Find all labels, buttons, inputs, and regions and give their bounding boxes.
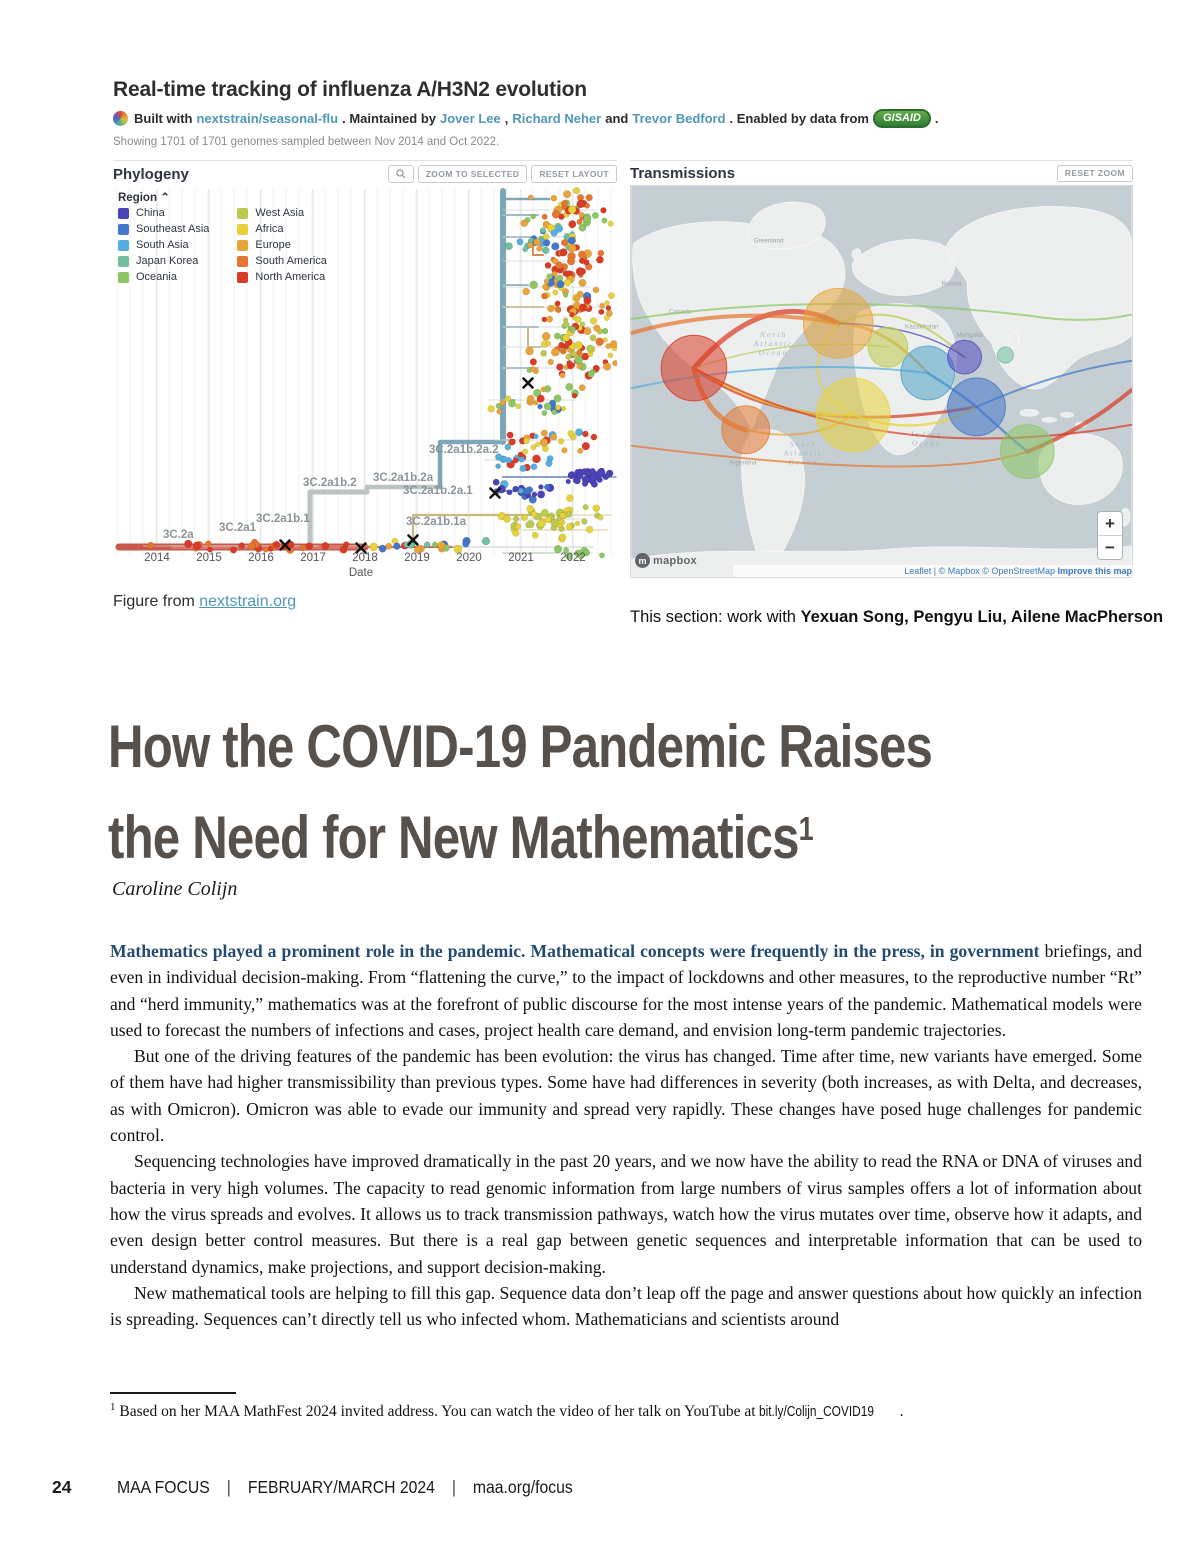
- svg-text:3C.2a1b.2a.1: 3C.2a1b.2a.1: [403, 485, 473, 497]
- footer-separator: |: [227, 1477, 232, 1497]
- reset-zoom-button[interactable]: RESET ZOOM: [1057, 165, 1133, 182]
- svg-text:NorthAtlanticOcean: North Atlantic Ocean: [753, 330, 794, 358]
- svg-text:Russia: Russia: [941, 280, 962, 288]
- article-body: [110, 938, 1142, 1332]
- svg-text:2019: 2019: [404, 552, 430, 564]
- footer-site[interactable]: maa.org/focus: [473, 1477, 574, 1497]
- svg-text:3C.2a: 3C.2a: [163, 529, 194, 541]
- svg-text:IndianOcean: Indian Ocean: [911, 429, 943, 448]
- footnote-period: .: [899, 1403, 904, 1421]
- svg-text:2016: 2016: [248, 552, 274, 564]
- legend-label: Oceania: [136, 271, 177, 283]
- svg-text:2021: 2021: [508, 552, 534, 564]
- legend-item[interactable]: [118, 207, 209, 219]
- legend-swatch: [118, 208, 129, 219]
- svg-text:3C.2a1b.2a: 3C.2a1b.2a: [373, 472, 434, 484]
- svg-text:SouthAtlanticOcean: South Atlantic Ocean: [783, 439, 824, 467]
- transmission-circle-north-america[interactable]: [661, 335, 727, 401]
- genomes-count-text: Showing 1701 of 1701 genomes sampled between Nov 2014 and Oct 2022.: [113, 136, 500, 148]
- reset-layout-button[interactable]: RESET LAYOUT: [531, 165, 617, 183]
- page-footer: [52, 1477, 624, 1498]
- paragraph: But one of the driving features of the pandemic has been evolution: the virus has changed. Time after time, new variants have emerged. Some of them have had higher transmissibility than previous types. Some have had differences in severity (both increases, as with Delta, and decreases, as with Omicron). Omicron was able to evade our immunity and spread very rapidly. These changes have posed huge challenges for pandemic control.: [110, 1046, 1142, 1146]
- svg-text:2015: 2015: [196, 552, 222, 564]
- mapbox-logo[interactable]: [635, 553, 697, 568]
- title-line-1: How the COVID-19 Pandemic Raises: [108, 713, 933, 780]
- legend-label: Japan Korea: [136, 255, 199, 267]
- footnote-rule: [110, 1392, 236, 1394]
- transmission-circle-europe[interactable]: [803, 288, 873, 358]
- article-title: [108, 706, 1113, 879]
- section-note-prefix: This section: work with: [630, 608, 796, 626]
- byline-text: .: [934, 111, 939, 126]
- legend-label: West Asia: [255, 207, 305, 219]
- footnote-url[interactable]: bit.ly/Colijn_COVID19: [759, 1404, 875, 1421]
- legend-label: Southeast Asia: [136, 223, 210, 235]
- attr-separator: |: [933, 566, 937, 576]
- svg-text:Date: Date: [348, 567, 374, 579]
- legend-item[interactable]: [237, 239, 327, 251]
- legend-swatch: [237, 256, 248, 267]
- svg-text:2020: 2020: [456, 552, 482, 564]
- svg-text:3C.2a1b.2: 3C.2a1b.2: [303, 477, 357, 489]
- footnote-text: Based on her MAA MathFest 2024 invited address. You can watch the video of her talk on YouTube at: [119, 1403, 760, 1421]
- figure-title: Real-time tracking of influenza A/H3N2 evolution: [113, 78, 587, 101]
- nextstrain-link[interactable]: nextstrain.org: [199, 593, 297, 610]
- legend-item[interactable]: [237, 223, 327, 235]
- region-legend: [118, 190, 327, 283]
- paragraph: New mathematical tools are helping to fill this gap. Sequence data don’t leap off the page and answer questions about how quickly an infection is spreading. Sequences can’t directly tell us who infected whom. Mathematicians and scientists around: [110, 1282, 1142, 1330]
- byline-text: and: [605, 111, 629, 126]
- svg-text:3C.2a1: 3C.2a1: [219, 522, 257, 534]
- byline-comma: ,: [504, 111, 509, 126]
- legend-title[interactable]: Region ⌃: [118, 192, 170, 204]
- svg-text:Canada: Canada: [668, 308, 692, 316]
- section-note: [630, 608, 1164, 627]
- legend-label: South Asia: [136, 239, 189, 251]
- footer-separator: |: [452, 1477, 457, 1497]
- magnifier-icon: [396, 169, 406, 179]
- transmission-circle-south-america[interactable]: [722, 406, 770, 454]
- maintainer-link[interactable]: Jover Lee: [440, 111, 501, 126]
- map-zoom-in-button[interactable]: +: [1098, 512, 1122, 536]
- leaflet-link[interactable]: Leaflet: [904, 566, 932, 576]
- legend-label: China: [136, 207, 165, 219]
- caption-text: Figure from: [113, 593, 195, 610]
- legend-column: [118, 207, 209, 283]
- legend-item[interactable]: [237, 271, 327, 283]
- section-note-names: Yexuan Song, Pengyu Liu, Ailene MacPherson: [800, 608, 1164, 626]
- svg-text:2014: 2014: [144, 552, 170, 564]
- svg-text:Greenland: Greenland: [753, 237, 784, 245]
- legend-item[interactable]: [118, 239, 209, 251]
- paragraph-text: briefings, and even in individual decision-making. From “flattening the curve,” to the impact of lockdowns and other measures, to the reproductive number “Rt” and “herd immunity,” mathematics was at the forefront of public discourse for the most intense years of the pandemic. Mathematical models were used to forecast the numbers of infections and cases, project health care demand, and envision long-term pandemic trajectories.: [110, 941, 1142, 1040]
- svg-text:2018: 2018: [352, 552, 378, 564]
- svg-text:3C.2a1b.2a.2: 3C.2a1b.2a.2: [429, 444, 499, 456]
- svg-text:2017: 2017: [300, 552, 326, 564]
- svg-text:3C.2a1b.1: 3C.2a1b.1: [256, 513, 310, 525]
- svg-text:Kazakhstan: Kazakhstan: [904, 323, 939, 331]
- zoom-to-selected-button[interactable]: ZOOM TO SELECTED: [418, 165, 528, 183]
- repo-link[interactable]: nextstrain/seasonal-flu: [196, 111, 339, 126]
- legend-item[interactable]: [118, 255, 209, 267]
- svg-text:2022: 2022: [560, 552, 586, 564]
- maintainer-link[interactable]: Trevor Bedford: [632, 111, 726, 126]
- magnifier-button[interactable]: [388, 165, 414, 183]
- transmission-circle-south-asia[interactable]: [901, 346, 955, 400]
- figure-byline: [113, 109, 938, 128]
- legend-label: Africa: [255, 223, 284, 235]
- svg-text:Mongolia: Mongolia: [956, 332, 983, 340]
- footer-magazine: MAA FOCUS: [117, 1477, 211, 1497]
- legend-label: North America: [255, 271, 326, 283]
- title-footnote-marker: 1: [798, 810, 813, 847]
- footnote: [110, 1401, 1142, 1421]
- legend-item[interactable]: [118, 223, 209, 235]
- legend-swatch: [118, 224, 129, 235]
- article-author: Caroline Colijn: [112, 878, 238, 900]
- osm-attr-link[interactable]: © OpenStreetMap: [982, 566, 1055, 576]
- chevron-up-icon: ⌃: [160, 192, 170, 204]
- legend-swatch: [237, 224, 248, 235]
- paragraph: Sequencing technologies have improved dramatically in the past 20 years, and we now have the ability to read the RNA or DNA of viruses and bacteria in very high volumes. The capacity to read genomic information from large numbers of virus samples offers a lot of information about how the virus spreads and evolves. It allows us to track transmission pathways, watch how the virus mutates over time, observe how it adapts, and even design better control measures. But there is a real gap between genetic sequences and interpretable information that can be used to understand dynamics, make projections, and support decision-making.: [110, 1151, 1142, 1277]
- legend-label: Europe: [255, 239, 291, 251]
- legend-swatch: [237, 208, 248, 219]
- page-number: 24: [52, 1477, 72, 1497]
- legend-item[interactable]: [237, 255, 327, 267]
- phylogeny-panel-header: [113, 160, 617, 183]
- nextstrain-logo-icon: [113, 111, 128, 126]
- legend-label: South America: [255, 255, 327, 267]
- phylogeny-panel-title: Phylogeny: [113, 165, 189, 183]
- byline-text: . Maintained by: [342, 111, 437, 126]
- transmission-circle-oceania[interactable]: [1000, 425, 1054, 479]
- legend-swatch: [118, 256, 129, 267]
- legend-swatch: [118, 272, 129, 283]
- legend-swatch: [237, 272, 248, 283]
- transmission-circle-southeast-asia[interactable]: [948, 378, 1006, 436]
- transmissions-map[interactable]: [630, 185, 1133, 578]
- figure-caption: [113, 593, 296, 611]
- transmissions-panel-header: [630, 160, 1133, 182]
- svg-text:3C.2a1b.1a: 3C.2a1b.1a: [406, 516, 467, 528]
- byline-text: . Enabled by data from: [729, 111, 869, 126]
- legend-column: [237, 207, 327, 283]
- svg-text:Argentina: Argentina: [728, 459, 757, 467]
- legend-swatch: [237, 240, 248, 251]
- mapbox-logo-text: mapbox: [653, 554, 697, 567]
- legend-item[interactable]: [118, 271, 209, 283]
- transmission-circle-china[interactable]: [948, 340, 982, 374]
- gisaid-badge[interactable]: GISAID: [873, 109, 931, 128]
- legend-item[interactable]: [237, 207, 327, 219]
- mapbox-icon: m: [635, 553, 650, 568]
- lead-sentence: Mathematics played a prominent role in the pandemic. Mathematical concepts were frequently in the press, in government: [110, 941, 1040, 961]
- transmission-circle-japan-korea[interactable]: [997, 347, 1013, 363]
- byline-text: Built with: [134, 111, 193, 126]
- title-line-2: the Need for New Mathematics: [108, 804, 799, 871]
- paragraph: [110, 938, 1142, 1043]
- improve-map-link[interactable]: Improve this map: [1057, 566, 1132, 576]
- transmission-circle-africa[interactable]: [816, 378, 890, 452]
- transmissions-panel-title: Transmissions: [630, 165, 736, 182]
- map-attribution: [733, 565, 1135, 577]
- map-zoom-control: [1097, 511, 1123, 560]
- mapbox-attr-link[interactable]: © Mapbox: [938, 566, 980, 576]
- legend-swatch: [118, 240, 129, 251]
- maintainer-link[interactable]: Richard Neher: [512, 111, 602, 126]
- footer-issue: FEBRUARY/MARCH 2024: [248, 1477, 436, 1497]
- transmission-circle-west-asia[interactable]: [868, 327, 908, 367]
- footnote-number: 1: [110, 1401, 116, 1413]
- map-zoom-out-button[interactable]: −: [1098, 536, 1122, 559]
